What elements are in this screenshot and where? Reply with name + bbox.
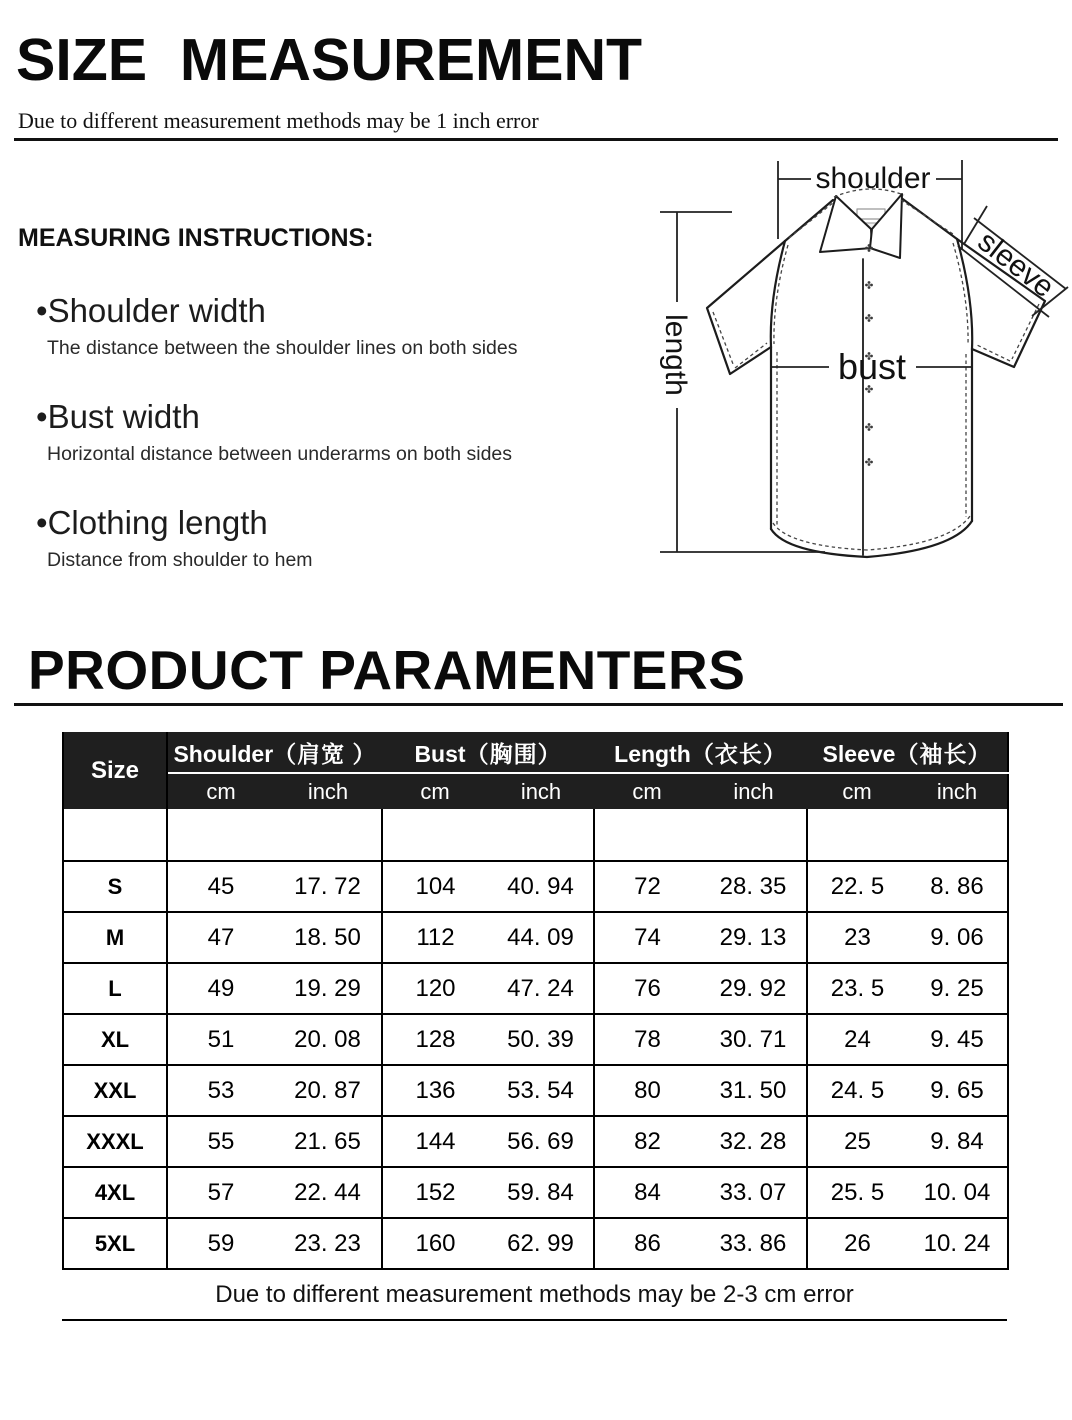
value-cell: 62. 99 — [488, 1218, 594, 1269]
table-row — [63, 1014, 1008, 1065]
table-row — [63, 1167, 1008, 1218]
size-cell: L — [63, 963, 167, 1014]
value-cell: 8. 86 — [907, 861, 1008, 912]
value-cell: 84 — [594, 1167, 700, 1218]
unit-header-inch: inch — [700, 773, 807, 809]
bullet-icon: • — [36, 398, 48, 435]
value-cell: 76 — [594, 963, 700, 1014]
size-cell: XL — [63, 1014, 167, 1065]
value-cell: 80 — [594, 1065, 700, 1116]
sleeve-label: sleeve — [971, 224, 1061, 305]
table-row — [63, 963, 1008, 1014]
bullet-icon: • — [36, 292, 48, 329]
value-cell: 18. 50 — [274, 912, 382, 963]
size-table-section — [62, 732, 1007, 1321]
value-cell: 21. 65 — [274, 1116, 382, 1167]
instruction-desc-bust: Horizontal distance between underarms on both sides — [47, 443, 513, 465]
value-cell: 10. 04 — [907, 1167, 1008, 1218]
measuring-instructions-heading: MEASURING INSTRUCTIONS: — [18, 224, 374, 252]
value-cell: 45 — [167, 861, 274, 912]
value-cell: 9. 06 — [907, 912, 1008, 963]
table-row — [63, 912, 1008, 963]
value-cell: 22. 5 — [807, 861, 907, 912]
bullet-icon: • — [36, 504, 48, 541]
unit-header-cm: cm — [594, 773, 700, 809]
shoulder-group-header: Shoulder（肩宽 ） — [167, 732, 382, 773]
unit-header-inch: inch — [488, 773, 594, 809]
value-cell: 47 — [167, 912, 274, 963]
value-cell: 33. 86 — [700, 1218, 807, 1269]
value-cell: 57 — [167, 1167, 274, 1218]
value-cell: 120 — [382, 963, 488, 1014]
instruction-term-bust: •Bust width — [36, 398, 200, 435]
length-group-header: Length（衣长） — [594, 732, 807, 773]
value-cell: 128 — [382, 1014, 488, 1065]
sleeve-group-header: Sleeve（袖长） — [807, 732, 1008, 773]
size-cell: 4XL — [63, 1167, 167, 1218]
value-cell: 56. 69 — [488, 1116, 594, 1167]
value-cell: 17. 72 — [274, 861, 382, 912]
value-cell: 47. 24 — [488, 963, 594, 1014]
value-cell: 20. 08 — [274, 1014, 382, 1065]
value-cell: 20. 87 — [274, 1065, 382, 1116]
value-cell: 104 — [382, 861, 488, 912]
bust-label: bust — [837, 346, 907, 387]
value-cell: 25 — [807, 1116, 907, 1167]
value-cell: 9. 84 — [907, 1116, 1008, 1167]
value-cell: 74 — [594, 912, 700, 963]
value-cell: 26 — [807, 1218, 907, 1269]
table-row — [63, 861, 1008, 912]
value-cell: 55 — [167, 1116, 274, 1167]
size-cell: S — [63, 861, 167, 912]
value-cell: 78 — [594, 1014, 700, 1065]
value-cell: 59 — [167, 1218, 274, 1269]
size-table-body — [63, 809, 1008, 1269]
value-cell: 23 — [807, 912, 907, 963]
value-cell: 86 — [594, 1218, 700, 1269]
value-cell: 10. 24 — [907, 1218, 1008, 1269]
value-cell: 51 — [167, 1014, 274, 1065]
size-table-header — [63, 732, 1008, 809]
unit-header-cm: cm — [167, 773, 274, 809]
bust-group-header: Bust（胸围） — [382, 732, 594, 773]
value-cell: 33. 07 — [700, 1167, 807, 1218]
value-cell: 40. 94 — [488, 861, 594, 912]
value-cell: 53. 54 — [488, 1065, 594, 1116]
value-cell: 82 — [594, 1116, 700, 1167]
table-footer-note: Due to different measurement methods may be 2-3 cm error — [62, 1270, 1007, 1321]
value-cell: 30. 71 — [700, 1014, 807, 1065]
unit-header-inch: inch — [274, 773, 382, 809]
value-cell: 59. 84 — [488, 1167, 594, 1218]
value-cell: 160 — [382, 1218, 488, 1269]
size-column-header: Size — [63, 732, 167, 809]
unit-header-cm: cm — [807, 773, 907, 809]
table-row — [63, 1116, 1008, 1167]
shirt-measurement-diagram — [620, 140, 1072, 600]
table-row — [63, 1218, 1008, 1269]
value-cell: 50. 39 — [488, 1014, 594, 1065]
value-cell: 22. 44 — [274, 1167, 382, 1218]
page-title: SIZE MEASUREMENT — [16, 27, 643, 93]
value-cell: 31. 50 — [700, 1065, 807, 1116]
value-cell: 9. 25 — [907, 963, 1008, 1014]
value-cell: 53 — [167, 1065, 274, 1116]
value-cell: 23. 23 — [274, 1218, 382, 1269]
value-cell: 23. 5 — [807, 963, 907, 1014]
value-cell: 49 — [167, 963, 274, 1014]
value-cell: 29. 92 — [700, 963, 807, 1014]
size-cell: 5XL — [63, 1218, 167, 1269]
shoulder-label: shoulder — [815, 162, 931, 195]
product-parameters-heading: PRODUCT PARAMENTERS — [28, 639, 746, 701]
length-label: length — [659, 314, 692, 396]
size-cell: XXXL — [63, 1116, 167, 1167]
instruction-term-shoulder: •Shoulder width — [36, 292, 266, 329]
size-cell: XXL — [63, 1065, 167, 1116]
value-cell: 136 — [382, 1065, 488, 1116]
value-cell: 24 — [807, 1014, 907, 1065]
value-cell: 25. 5 — [807, 1167, 907, 1218]
instruction-term-length: •Clothing length — [36, 504, 268, 541]
value-cell: 24. 5 — [807, 1065, 907, 1116]
value-cell: 32. 28 — [700, 1116, 807, 1167]
instruction-desc-shoulder: The distance between the shoulder lines on both sides — [47, 337, 518, 359]
instruction-desc-length: Distance from shoulder to hem — [47, 549, 313, 571]
value-cell: 29. 13 — [700, 912, 807, 963]
value-cell: 72 — [594, 861, 700, 912]
spacer-row — [63, 809, 1008, 861]
parameters-divider — [14, 703, 1063, 706]
value-cell: 44. 09 — [488, 912, 594, 963]
value-cell: 9. 45 — [907, 1014, 1008, 1065]
value-cell: 28. 35 — [700, 861, 807, 912]
unit-header-cm: cm — [382, 773, 488, 809]
size-table — [62, 732, 1009, 1270]
page-subtitle: Due to different measurement methods may be 1 inch error — [18, 108, 539, 133]
value-cell: 9. 65 — [907, 1065, 1008, 1116]
value-cell: 152 — [382, 1167, 488, 1218]
table-row — [63, 1065, 1008, 1116]
value-cell: 144 — [382, 1116, 488, 1167]
value-cell: 112 — [382, 912, 488, 963]
value-cell: 19. 29 — [274, 963, 382, 1014]
unit-header-inch: inch — [907, 773, 1008, 809]
size-cell: M — [63, 912, 167, 963]
